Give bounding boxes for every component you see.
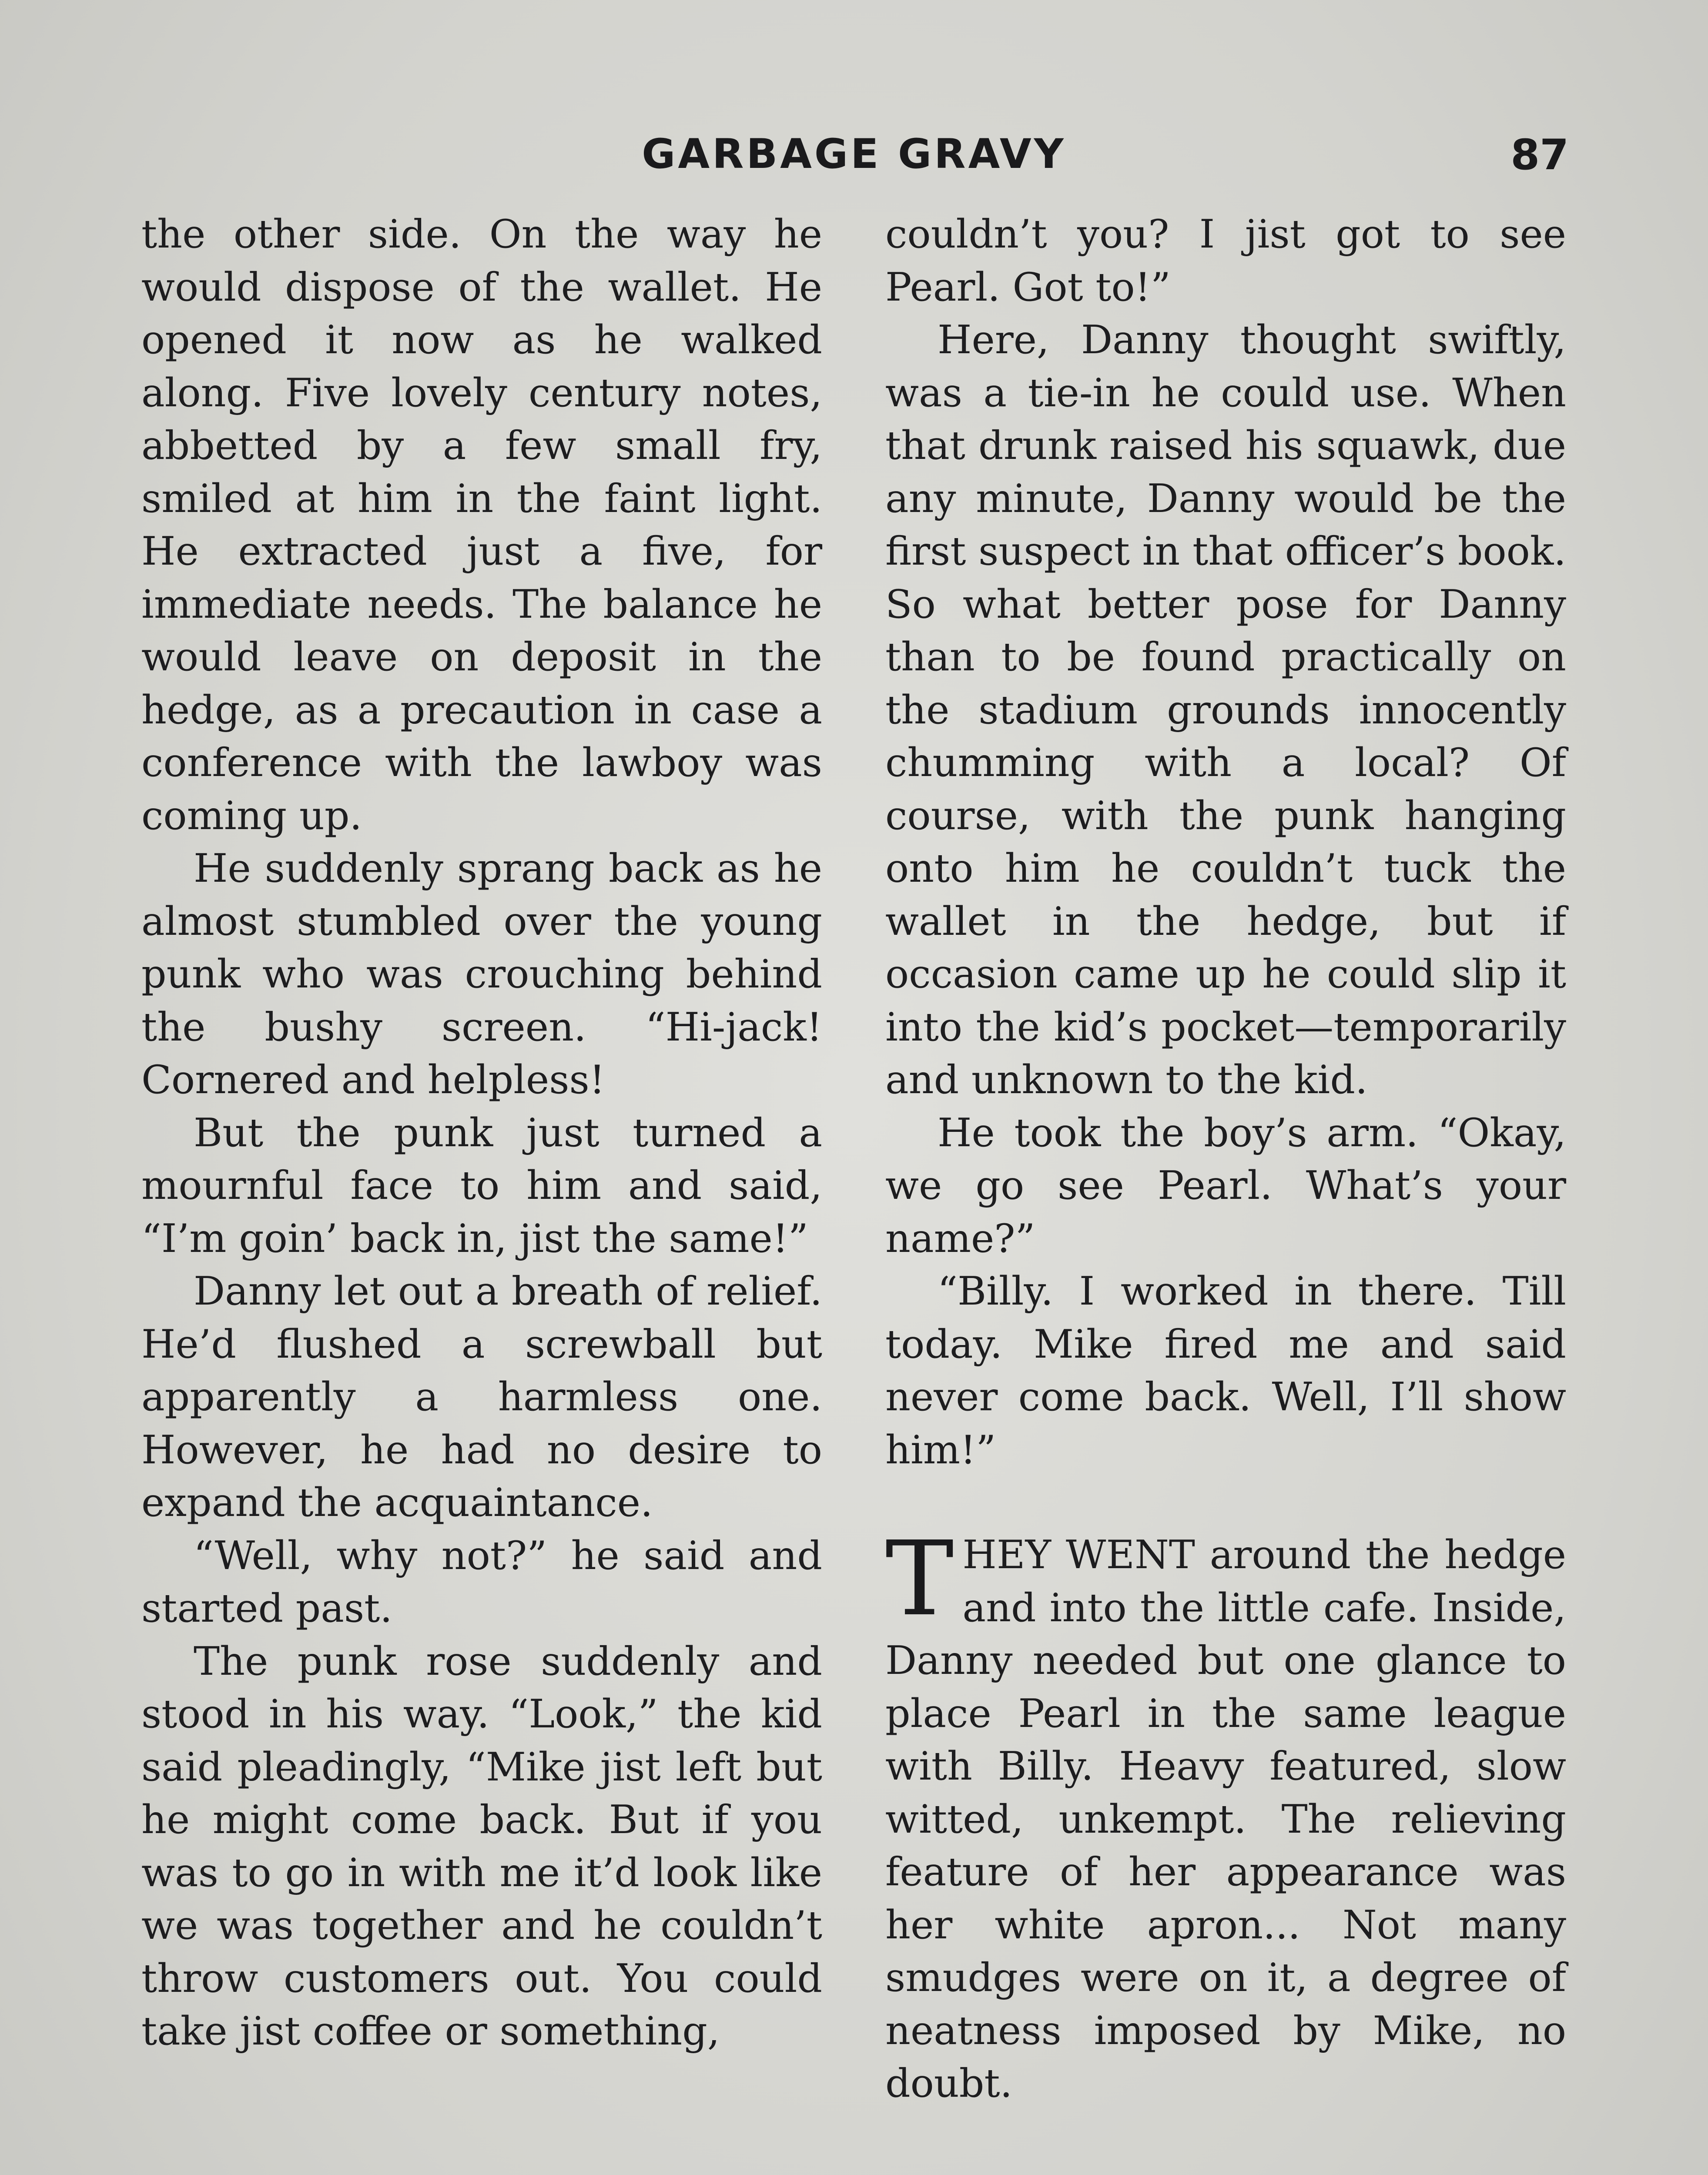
paragraph: He suddenly sprang back as he almost stumbled over the young punk who was crouching behind the bushy screen. “Hi-jack! Cornered and helpless! xyxy=(141,846,822,1103)
paragraph: But the punk just turned a mournful face to him and said, “I’m goin’ back in, jist the same!” xyxy=(141,1110,822,1262)
paragraph: couldn’t you? I jist got to see Pearl. Got to!” xyxy=(885,211,1566,310)
page-header xyxy=(0,130,1708,191)
running-title: GARBAGE GRAVY xyxy=(642,130,1066,178)
paragraph: the other side. On the way he would dispose of the wallet. He opened it now as he walked along. Five lovely century notes, abbetted by a few small fry, smiled at him in the faint light. He extracted just a five, for immediate needs. The balance he would leave on deposit in the hedge, as a precaution in case a conference with the lawboy was coming up. xyxy=(141,211,822,839)
paragraph: Here, Danny thought swiftly, was a tie-in he could use. When that drunk raised his squawk, due any minute, Danny would be the first suspect in that officer’s book. So what better pose for Danny than to be found practically on the stadium grounds innocently chumming with a local? Of course, with the punk hanging onto him he couldn’t tuck the wallet in the hedge, but if occasion came up he could slip it into the kid’s pocket—temporarily and unknown to the kid. xyxy=(885,317,1566,1103)
section-body-text: around the hedge and into the little cafe. Inside, Danny needed but one glance to place Pearl in the same league with Billy. Heavy featured, slow witted, unkempt. The relieving feature of her appearance was her white apron... Not many smudges were on it, a degree of neatness imposed by Mike, no doubt. xyxy=(885,1532,1566,2106)
paragraph: He took the boy’s arm. “Okay, we go see Pearl. What’s your name?” xyxy=(885,1110,1566,1262)
right-column xyxy=(885,208,1566,2110)
drop-cap: T xyxy=(885,1519,954,1639)
left-column xyxy=(141,208,822,2058)
paragraph: Danny let out a breath of relief. He’d flushed a screwball but apparently a harmless one. However, he had no desire to expand the acquaintance. xyxy=(141,1268,822,1526)
lead-in-text: HEY WENT xyxy=(962,1532,1195,1578)
page-number: 87 xyxy=(1510,130,1569,179)
paragraph: The punk rose suddenly and stood in his way. “Look,” the kid said pleadingly, “Mike jist left but he might come back. But if you was to go in with me it’d look like we was together and he couldn’t throw customers out. You could take jist coffee or something, xyxy=(141,1638,822,2054)
paragraph: “Well, why not?” he said and started past. xyxy=(141,1533,822,1631)
section-opening-paragraph xyxy=(885,1519,1566,2110)
paragraph: “Billy. I worked in there. Till today. Mike fired me and said never come back. Well, I’ll show him!” xyxy=(885,1268,1566,1473)
